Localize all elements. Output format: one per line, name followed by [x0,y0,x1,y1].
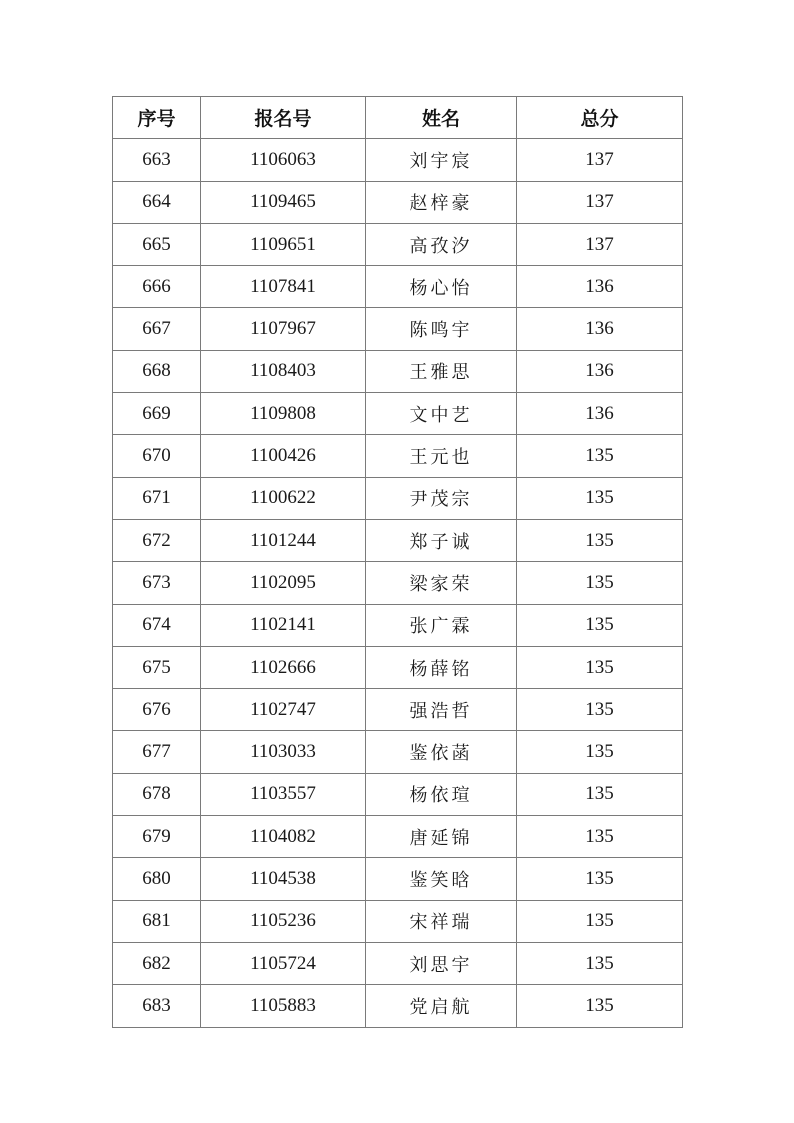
cell-name: 宋祥瑞 [366,900,517,942]
cell-reg-no: 1103033 [201,731,366,773]
cell-name: 王雅思 [366,350,517,392]
cell-seq: 671 [113,477,201,519]
cell-name: 党启航 [366,985,517,1027]
cell-reg-no: 1105236 [201,900,366,942]
table-row [113,689,683,731]
cell-reg-no: 1102666 [201,646,366,688]
cell-name: 陈鸣宇 [366,308,517,350]
table-row [113,816,683,858]
cell-seq: 677 [113,731,201,773]
cell-seq: 673 [113,562,201,604]
cell-seq: 665 [113,223,201,265]
cell-reg-no: 1102095 [201,562,366,604]
table-row [113,646,683,688]
cell-score: 136 [517,393,683,435]
cell-seq: 666 [113,266,201,308]
cell-seq: 678 [113,773,201,815]
cell-seq: 668 [113,350,201,392]
table-row [113,350,683,392]
cell-score: 135 [517,435,683,477]
cell-score: 135 [517,858,683,900]
table-row [113,562,683,604]
cell-name: 强浩哲 [366,689,517,731]
cell-reg-no: 1103557 [201,773,366,815]
table-row [113,181,683,223]
header-reg-no: 报名号 [201,97,366,139]
cell-score: 136 [517,308,683,350]
cell-reg-no: 1108403 [201,350,366,392]
cell-seq: 682 [113,942,201,984]
cell-seq: 667 [113,308,201,350]
table-body [113,139,683,1027]
cell-name: 杨薛铭 [366,646,517,688]
header-name: 姓名 [366,97,517,139]
cell-name: 刘思宇 [366,942,517,984]
cell-name: 郑子诚 [366,519,517,561]
cell-reg-no: 1106063 [201,139,366,181]
cell-score: 137 [517,139,683,181]
cell-seq: 680 [113,858,201,900]
header-score: 总分 [517,97,683,139]
table-row [113,773,683,815]
table-row [113,393,683,435]
score-table [112,96,683,1028]
cell-seq: 676 [113,689,201,731]
cell-score: 136 [517,266,683,308]
cell-reg-no: 1104082 [201,816,366,858]
table-row [113,942,683,984]
table-row [113,519,683,561]
cell-reg-no: 1100426 [201,435,366,477]
cell-reg-no: 1104538 [201,858,366,900]
cell-reg-no: 1109651 [201,223,366,265]
cell-name: 唐延锦 [366,816,517,858]
table-row [113,266,683,308]
cell-score: 135 [517,562,683,604]
cell-name: 杨依瑄 [366,773,517,815]
cell-name: 刘宇宸 [366,139,517,181]
cell-reg-no: 1105724 [201,942,366,984]
cell-score: 135 [517,646,683,688]
cell-reg-no: 1101244 [201,519,366,561]
cell-score: 135 [517,773,683,815]
cell-reg-no: 1107841 [201,266,366,308]
cell-seq: 679 [113,816,201,858]
cell-seq: 672 [113,519,201,561]
cell-name: 张广霖 [366,604,517,646]
cell-name: 鉴依菡 [366,731,517,773]
cell-score: 135 [517,604,683,646]
cell-name: 赵梓豪 [366,181,517,223]
cell-name: 鉴笑晗 [366,858,517,900]
table-row [113,900,683,942]
table-row [113,223,683,265]
cell-score: 137 [517,223,683,265]
cell-name: 文中艺 [366,393,517,435]
cell-name: 王元也 [366,435,517,477]
cell-reg-no: 1105883 [201,985,366,1027]
cell-reg-no: 1109808 [201,393,366,435]
table-row [113,604,683,646]
table-row [113,985,683,1027]
cell-name: 杨心怡 [366,266,517,308]
cell-score: 136 [517,350,683,392]
cell-score: 135 [517,816,683,858]
table-row [113,731,683,773]
table-row [113,308,683,350]
cell-seq: 664 [113,181,201,223]
table-header-row [113,97,683,139]
cell-score: 137 [517,181,683,223]
cell-reg-no: 1102747 [201,689,366,731]
cell-reg-no: 1109465 [201,181,366,223]
cell-seq: 675 [113,646,201,688]
cell-score: 135 [517,942,683,984]
table-row [113,477,683,519]
cell-seq: 674 [113,604,201,646]
table-row [113,139,683,181]
cell-score: 135 [517,519,683,561]
cell-seq: 670 [113,435,201,477]
table-row [113,435,683,477]
cell-reg-no: 1100622 [201,477,366,519]
table-row [113,858,683,900]
cell-name: 尹茂宗 [366,477,517,519]
cell-seq: 683 [113,985,201,1027]
cell-score: 135 [517,900,683,942]
cell-seq: 663 [113,139,201,181]
cell-seq: 669 [113,393,201,435]
cell-reg-no: 1102141 [201,604,366,646]
cell-score: 135 [517,477,683,519]
cell-reg-no: 1107967 [201,308,366,350]
cell-score: 135 [517,731,683,773]
header-seq: 序号 [113,97,201,139]
cell-name: 高孜汐 [366,223,517,265]
cell-seq: 681 [113,900,201,942]
cell-score: 135 [517,985,683,1027]
cell-name: 梁家荣 [366,562,517,604]
cell-score: 135 [517,689,683,731]
